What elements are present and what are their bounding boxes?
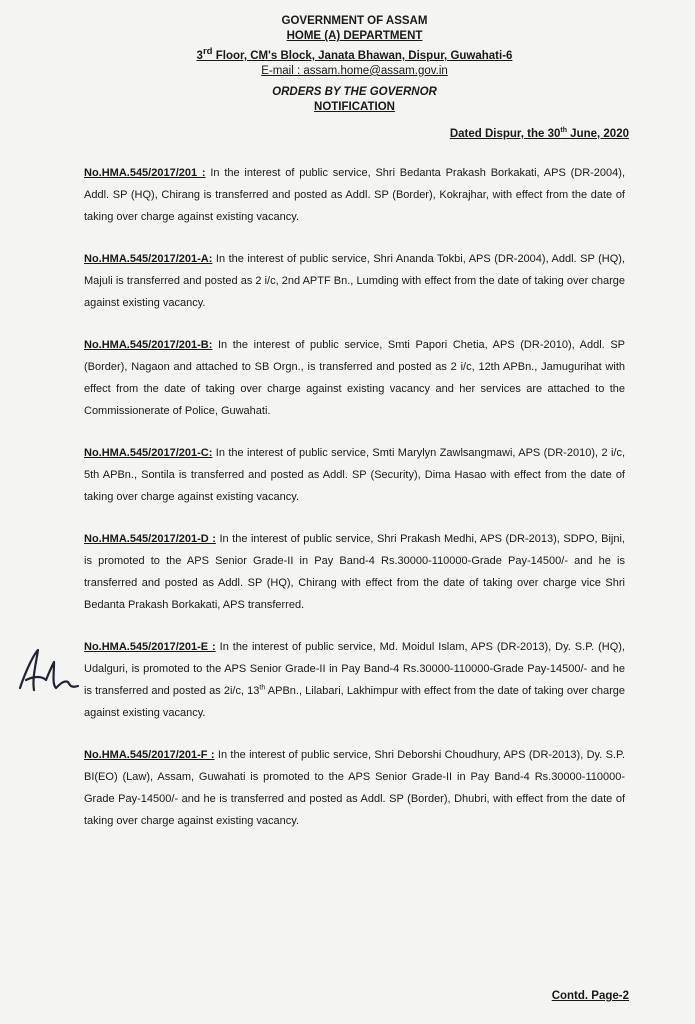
notice-paragraph (84, 248, 625, 314)
handwritten-initials (12, 640, 82, 700)
notice-number: No.HMA.545/2017/201-D : (84, 532, 216, 545)
letterhead (84, 14, 625, 115)
continued-page-note: Contd. Page-2 (551, 990, 629, 1002)
notice-text: In the interest of public service, Shri Ananda Tokbi, APS (DR-2004), Addl. SP (HQ), Majuli is transferred and posted as 2 i/c, 2nd APTF Bn., Lumding with effect from the date of taking over charge against existing vacancy. (84, 252, 625, 309)
notice-text: In the interest of public service, Smti Marylyn Zawlsangmawi, APS (DR-2010), 2 i/c, 5th APBn., Sontila is transferred and posted as Addl. SP (Security), Dima Hasao with effect from the date of taking over charge against existing vacancy. (84, 446, 625, 503)
notice-paragraph (84, 162, 625, 228)
notice-number: No.HMA.545/2017/201-A: (84, 252, 213, 265)
notice-paragraph: No.HMA.545/2017/201-E : In the interest of public service, Md. Moidul Islam, APS (DR-2013), Dy. S.P. (HQ), Udalguri, is promoted to the APS Senior Grade-II in Pay Band-4 Rs.30000-110000-Grade Pay-14500/- and he is transferred and posted as 2i/c, 13th APBn., Lilabari, Lakhimpur with effect from the date of taking over charge against existing vacancy. (84, 640, 625, 719)
dated-line: Dated Dispur, the 30th June, 2020 (449, 126, 629, 140)
notice-text: In the interest of public service, Shri Deborshi Choudhury, APS (DR-2013), Dy. S.P. BI(EO) (Law), Assam, Guwahati is promoted to the APS Senior Grade-II in Pay Band-4 Rs.30000-110000-Grade Pay-14500/- and he is transferred and posted as Addl. SP (Border), Dhubri, with effect from the date of taking over charge against existing vacancy. (84, 748, 626, 827)
notice-text: In the interest of public service, Shri Bedanta Prakash Borkakati, APS (DR-2004), Addl. SP (HQ), Chirang is transferred and posted as Addl. SP (Border), Kokrajhar, with effect from the date of taking over charge against existing vacancy. (84, 166, 625, 223)
notice-text: In the interest of public service, Smti Papori Chetia, APS (DR-2010), Addl. SP (Border), Nagaon and attached to SB Orgn., is transferred and posted as 2 i/c, 12th APBn., Jamugurihat with effect from the date of taking over charge against existing vacancy and her services are attached to the Commissionerate of Police, Guwahati. (84, 338, 625, 417)
department-title: HOME (A) DEPARTMENT (286, 30, 423, 42)
notice-number: No.HMA.545/2017/201-B: (84, 338, 213, 351)
notification-title: NOTIFICATION (314, 100, 395, 113)
notice-paragraph (84, 442, 625, 508)
notice-paragraph (84, 334, 625, 422)
notice-number: No.HMA.545/2017/201-F : (84, 748, 215, 761)
notice-text-cont: APBn., Lilabari, Lakhimpur with effect from the date of taking over charge against existing vacancy. (84, 684, 625, 719)
notice-number: No.HMA.545/2017/201-E : (84, 640, 216, 653)
office-address: 3rd Floor, CM's Block, Janata Bhawan, Dispur, Guwahati-6 (196, 46, 513, 62)
orders-title: ORDERS BY THE GOVERNOR (272, 85, 437, 98)
notice-number: No.HMA.545/2017/201-C: (84, 446, 213, 459)
notice-text: In the interest of public service, Shri Prakash Medhi, APS (DR-2013), SDPO, Bijni, is promoted to the APS Senior Grade-II in Pay Band-4 Rs.30000-110000-Grade Pay-14500/- and he is transferred and posted as Addl. SP (HQ), Chirang with effect from the date of taking over charge vice Shri Bedanta Prakash Borkakati, APS transferred. (84, 532, 625, 611)
notice-text: In the interest of public service, Md. Moidul Islam, APS (DR-2013), Dy. S.P. (HQ), Udalguri, is promoted to the APS Senior Grade-II in Pay Band-4 Rs.30000-110000-Grade Pay-14500/- and he is transferred and posted as 2i/c, 13 (84, 640, 625, 697)
notice-number: No.HMA.545/2017/201 : (84, 166, 206, 179)
notice-paragraph (84, 528, 625, 616)
notice-paragraph (84, 744, 625, 832)
email-line: E-mail : assam.home@assam.gov.in (261, 64, 448, 77)
government-title: GOVERNMENT OF ASSAM (281, 15, 428, 27)
